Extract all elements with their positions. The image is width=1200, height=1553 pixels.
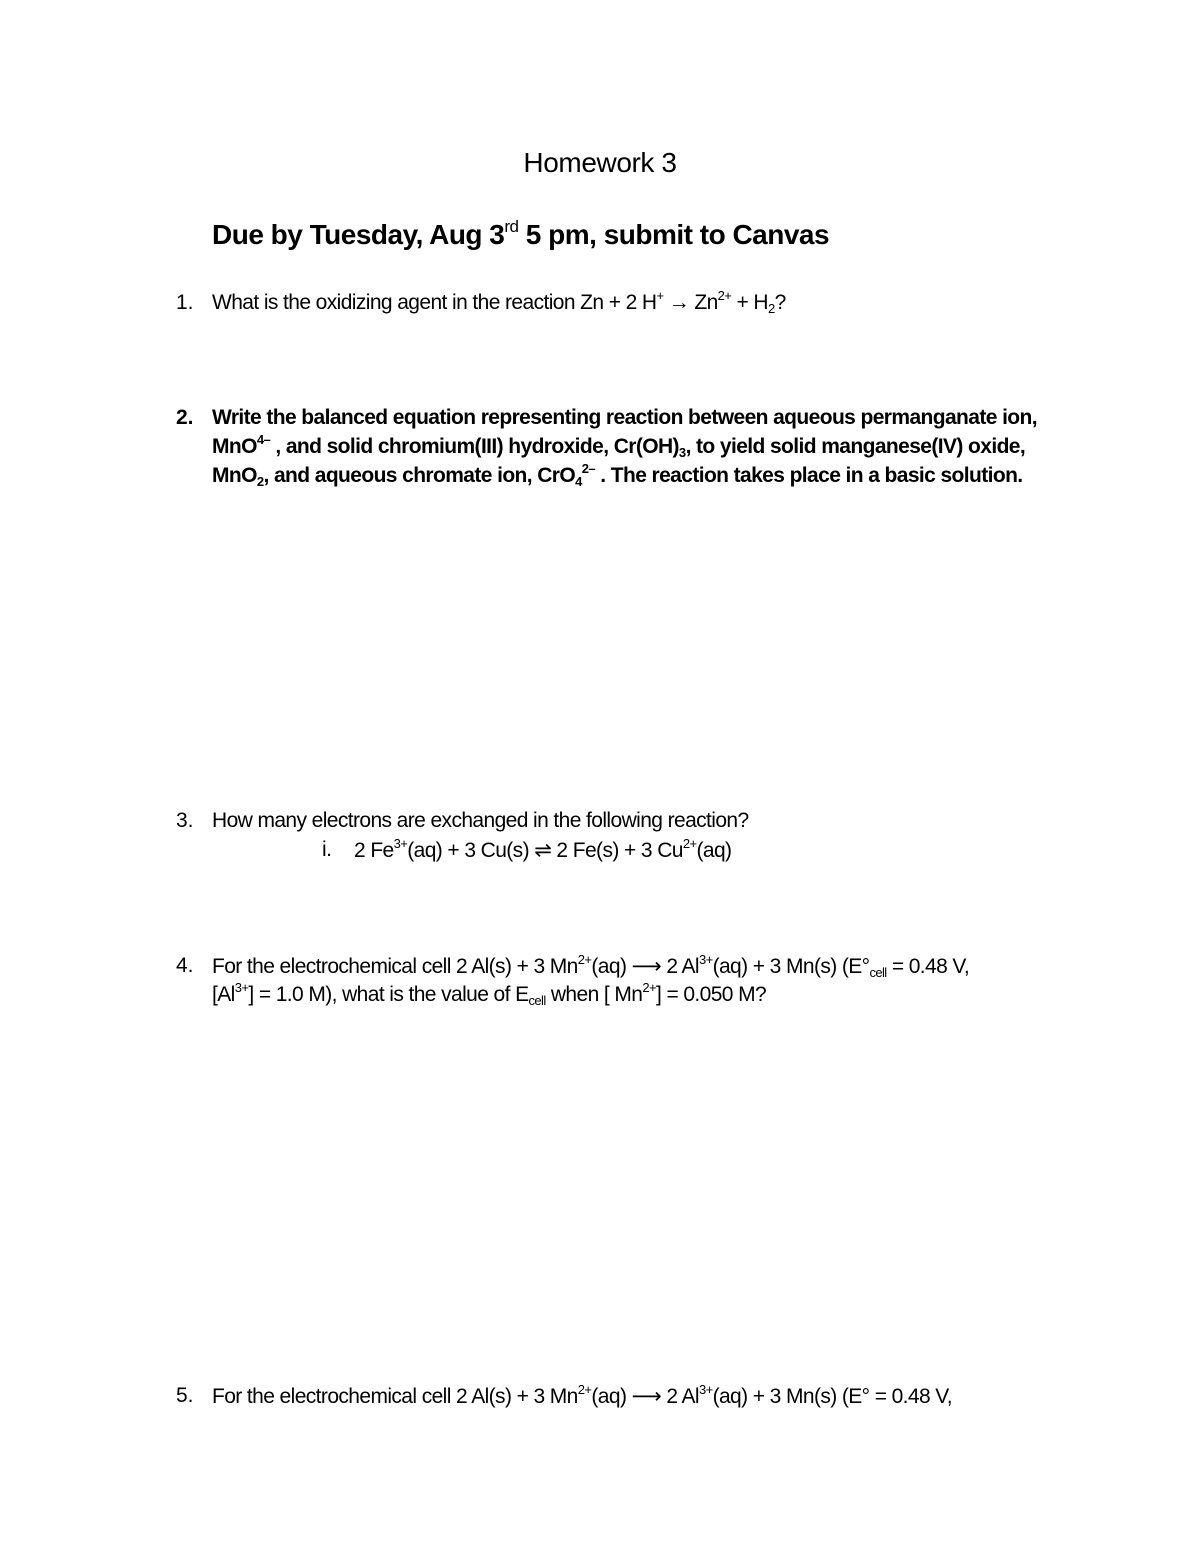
q4-sup: 2+ [642, 980, 656, 995]
question-3-equation [354, 838, 731, 863]
q3-sup: 3+ [393, 836, 408, 851]
q4-part: = 0.48 V, [886, 955, 970, 978]
q2-sup: 4– [256, 432, 271, 447]
q2-sub: 3 [678, 445, 686, 460]
question-1-number: 1. [176, 291, 194, 314]
q2-part: MnO [212, 464, 257, 487]
q3-sup: 2+ [682, 836, 697, 851]
q5-part: (aq) + 3 Mn(s) (E° = 0.48 V, [712, 1385, 953, 1408]
q4-sub: cell [528, 993, 546, 1008]
q4-sup: 3+ [698, 952, 713, 967]
question-2-line-3 [212, 461, 1023, 489]
question-5-line-1 [212, 1384, 952, 1409]
due-suffix: rd [504, 217, 519, 236]
q5-sup: 2+ [577, 1382, 592, 1397]
question-4-line-1 [212, 954, 969, 979]
q4-part: when [ Mn [545, 983, 643, 1006]
q2-part: MnO [212, 435, 257, 458]
q2-part: , to yield solid manganese(IV) oxide, [685, 435, 1026, 458]
q4-part: (aq) + 3 Mn(s) (E° [712, 955, 870, 978]
question-4-line-2 [212, 980, 767, 1008]
q4-sup: 3+ [234, 980, 249, 995]
q4-part: [Al [212, 983, 235, 1006]
q4-part: ] = 1.0 M), what is the value of E [248, 983, 529, 1006]
due-rest: 5 pm, submit to Canvas [518, 219, 830, 250]
q1-part: → Zn [663, 291, 718, 314]
question-2-line-2 [212, 432, 1026, 460]
q4-part: (aq) ⟶ 2 Al [591, 955, 699, 978]
question-4-number: 4. [176, 954, 194, 977]
q5-sup: 3+ [698, 1382, 713, 1397]
question-3-sub-label: i. [322, 838, 332, 861]
q5-part: For the electrochemical cell 2 Al(s) + 3 Mn [212, 1385, 578, 1408]
q3-part: 2 Fe [354, 839, 394, 862]
q1-sup: 2+ [717, 288, 732, 303]
q4-sub: cell [869, 965, 887, 980]
question-3-line-1: How many electrons are exchanged in the following reaction? [212, 809, 749, 832]
question-3-number: 3. [176, 809, 194, 832]
q3-part: (aq) [696, 839, 732, 862]
q2-sub: 4 [575, 474, 582, 489]
due-line [212, 219, 829, 251]
q1-sup: + [656, 288, 664, 303]
question-2-number: 2. [176, 406, 194, 429]
q1-part: ? [774, 291, 786, 314]
q4-part: ] = 0.050 M? [655, 983, 767, 1006]
page-title: Homework 3 [523, 147, 677, 178]
q2-sub: 2 [256, 474, 264, 489]
q2-part: , and aqueous chromate ion, CrO [263, 464, 576, 487]
q1-part: What is the oxidizing agent in the reaction Zn + 2 H [212, 291, 657, 314]
q1-sub: 2 [768, 301, 775, 316]
question-2-line-1: Write the balanced equation representing reaction between aqueous permanganate ion, [212, 406, 1037, 429]
q2-part: . The reaction takes place in a basic solution. [595, 464, 1023, 487]
question-5-number: 5. [176, 1384, 194, 1407]
q1-part: + H [731, 291, 768, 314]
q2-sup: 2– [581, 461, 596, 476]
q5-part: (aq) ⟶ 2 Al [591, 1385, 699, 1408]
q3-part: (aq) + 3 Cu(s) ⇌ 2 Fe(s) + 3 Cu [407, 839, 683, 862]
q4-part: For the electrochemical cell 2 Al(s) + 3 Mn [212, 955, 578, 978]
q4-sup: 2+ [577, 952, 592, 967]
question-1-text [212, 288, 786, 316]
q2-part: , and solid chromium(III) hydroxide, Cr(OH) [270, 435, 679, 458]
due-prefix: Due by Tuesday, Aug 3 [212, 219, 505, 250]
